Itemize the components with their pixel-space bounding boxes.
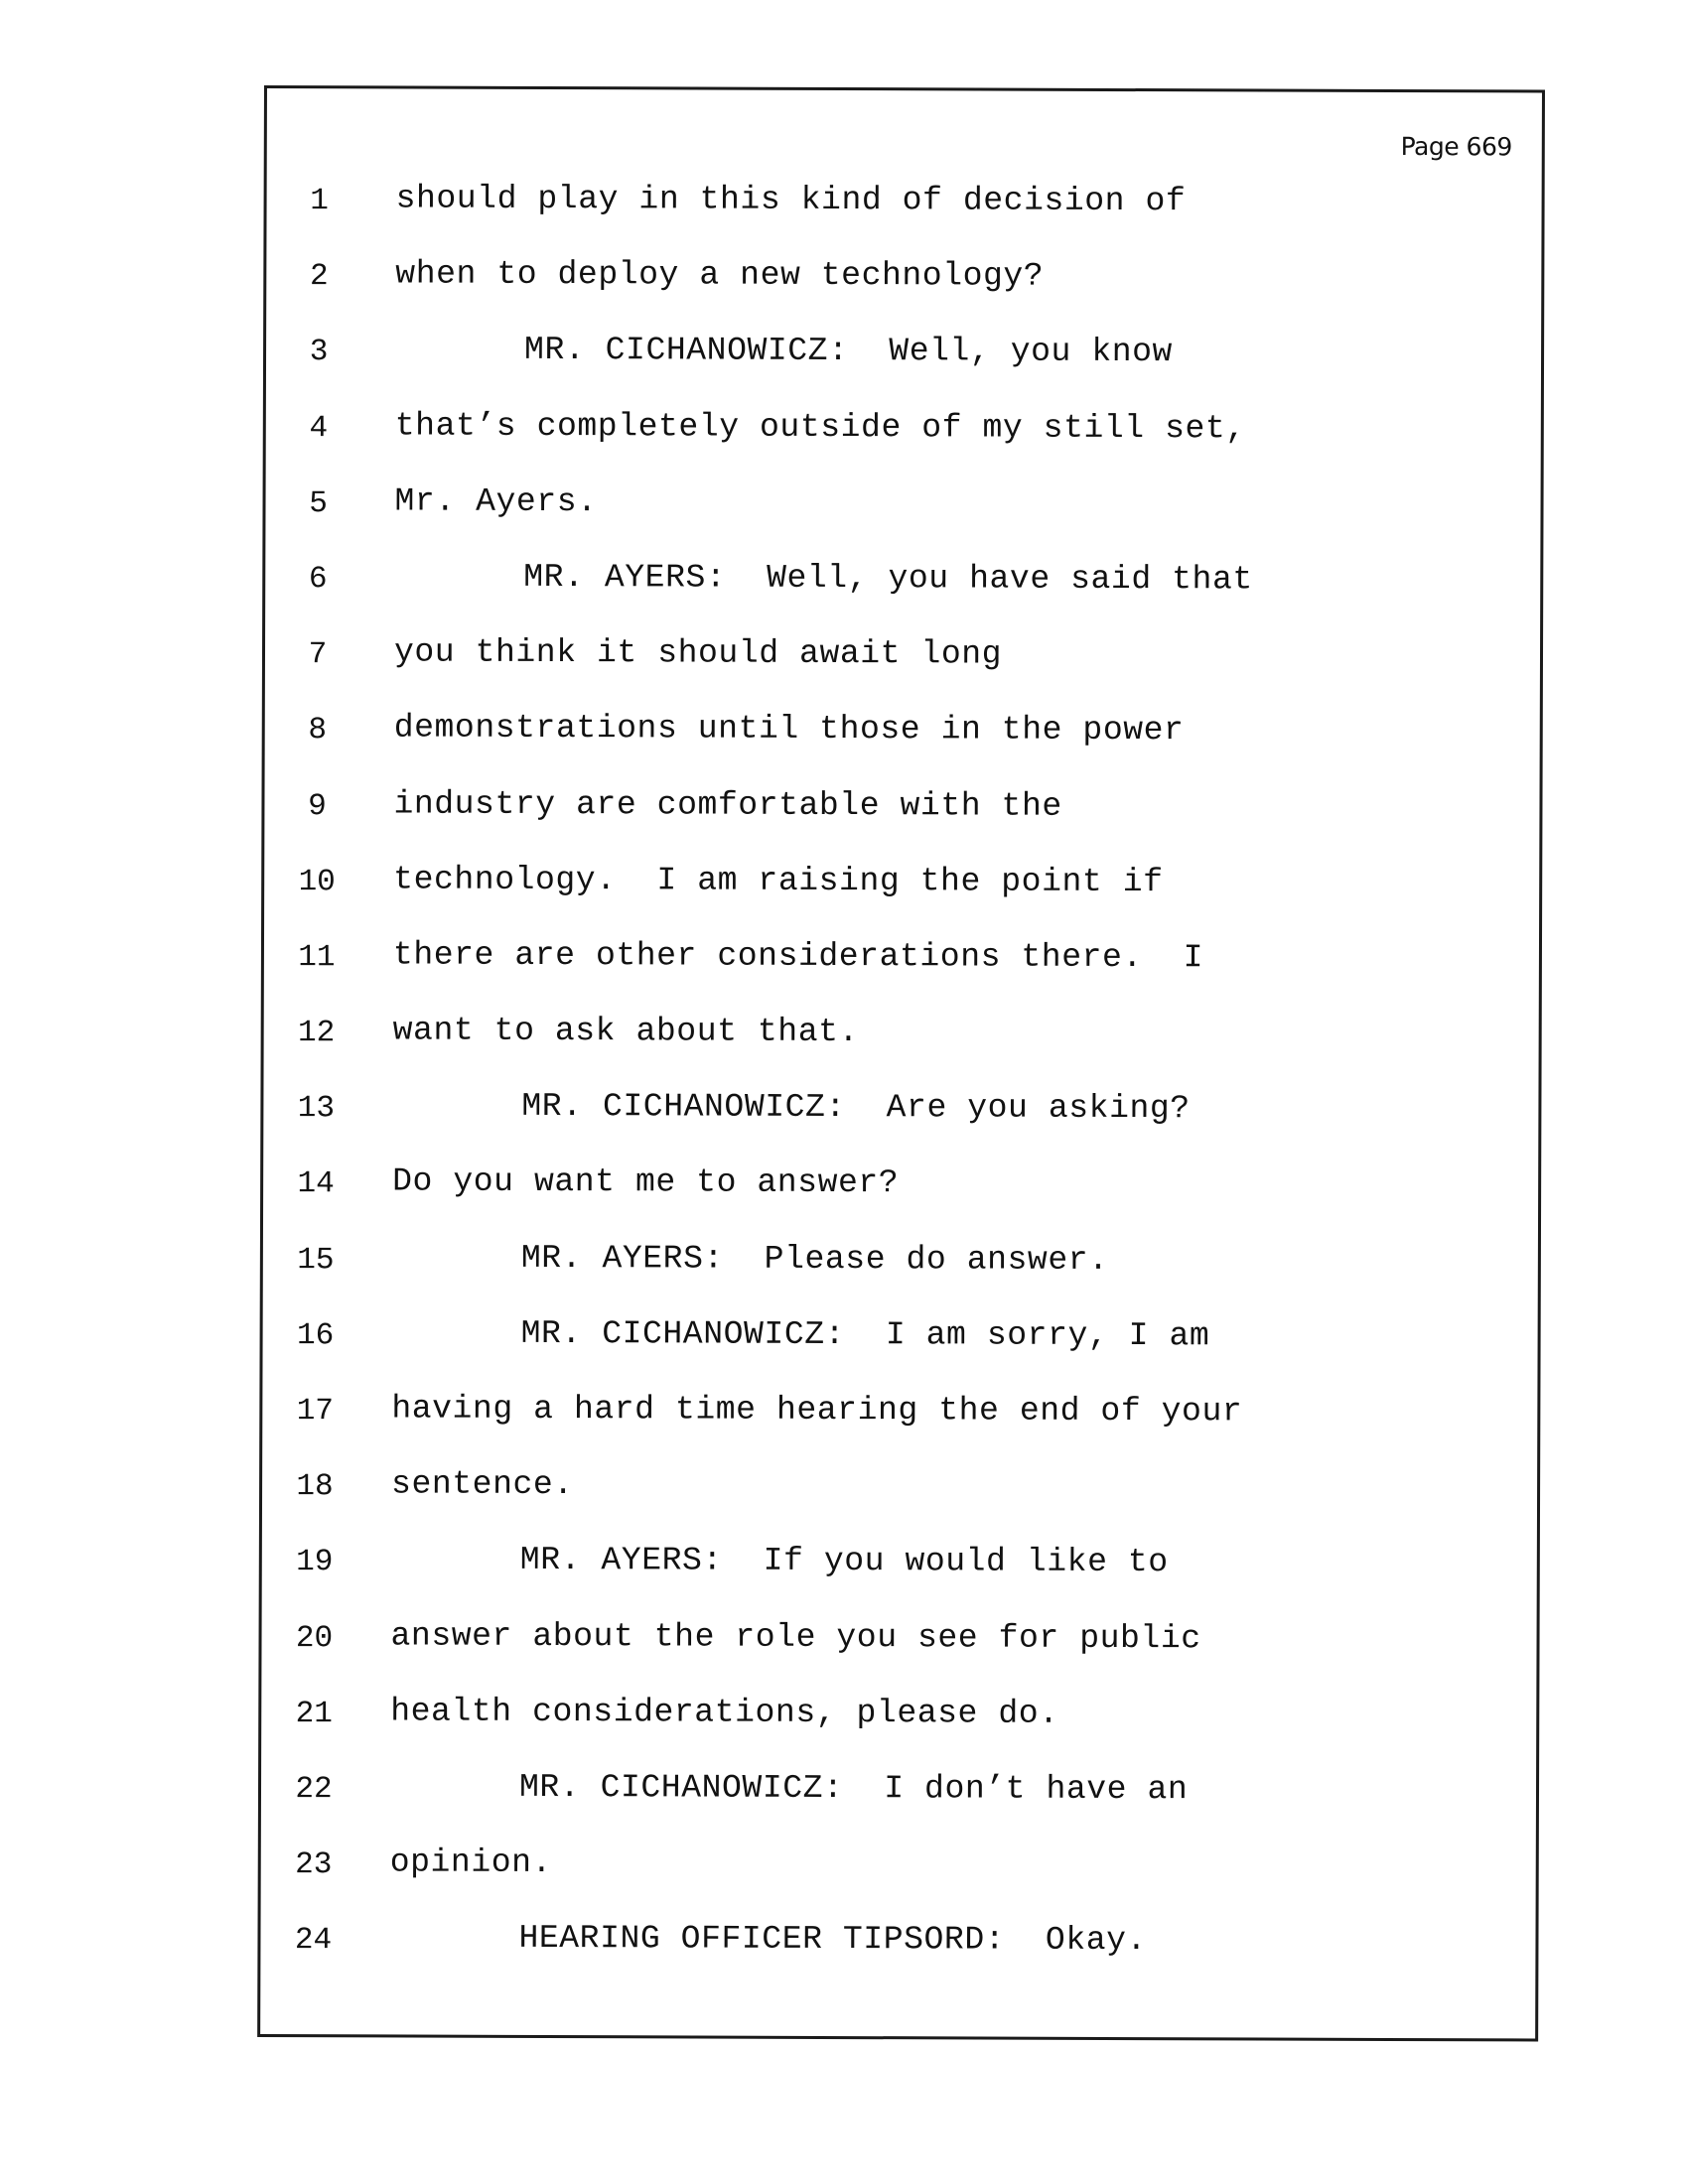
line-text: MR. CICHANOWICZ: Well, you know bbox=[524, 332, 1174, 371]
line-text: MR. AYERS: Please do answer. bbox=[520, 1239, 1109, 1279]
line-text: MR. AYERS: If you would like to bbox=[519, 1542, 1169, 1581]
transcript-line bbox=[265, 695, 1540, 775]
line-number: 23 bbox=[295, 1847, 333, 1883]
page-number: Page 669 bbox=[1400, 131, 1512, 162]
transcript-line bbox=[265, 469, 1540, 549]
line-text: HEARING OFFICER TIPSORD: Okay. bbox=[518, 1920, 1148, 1960]
transcript-line bbox=[263, 1073, 1538, 1154]
line-text: when to deploy a new technology? bbox=[395, 255, 1045, 295]
transcript-line bbox=[266, 393, 1541, 474]
line-number: 14 bbox=[297, 1166, 335, 1202]
transcript-line bbox=[264, 998, 1539, 1078]
line-number: 15 bbox=[297, 1242, 335, 1278]
line-text: answer about the role you see for public bbox=[390, 1617, 1201, 1657]
line-text: MR. CICHANOWICZ: Are you asking? bbox=[521, 1088, 1191, 1128]
transcript-line bbox=[261, 1603, 1536, 1684]
line-text: health considerations, please do. bbox=[390, 1693, 1059, 1732]
line-text: that’s completely outside of my still set, bbox=[394, 407, 1246, 448]
transcript-line bbox=[263, 1149, 1538, 1229]
line-text: Mr. Ayers. bbox=[394, 482, 598, 520]
line-text: technology. I am raising the point if bbox=[393, 861, 1164, 900]
line-number: 22 bbox=[295, 1772, 333, 1808]
line-text: you think it should await long bbox=[393, 633, 1003, 673]
line-number: 6 bbox=[308, 562, 328, 598]
line-number: 13 bbox=[297, 1091, 336, 1127]
transcript-line bbox=[260, 1905, 1535, 1985]
transcript-line bbox=[265, 544, 1540, 624]
transcript-line bbox=[262, 1300, 1537, 1381]
line-text: sentence. bbox=[391, 1465, 574, 1504]
line-text: MR. CICHANOWICZ: I don’t have an bbox=[518, 1768, 1189, 1809]
transcript-line bbox=[262, 1376, 1537, 1456]
transcript-line bbox=[264, 922, 1539, 1003]
transcript-line bbox=[263, 1225, 1538, 1305]
transcript-line bbox=[262, 1451, 1537, 1532]
line-text: having a hard time hearing the end of your bbox=[391, 1390, 1243, 1431]
line-number: 12 bbox=[297, 1016, 336, 1051]
line-number: 4 bbox=[309, 410, 329, 446]
line-text: industry are comfortable with the bbox=[393, 784, 1062, 825]
line-text: MR. CICHANOWICZ: I am sorry, I am bbox=[520, 1314, 1210, 1355]
line-number: 9 bbox=[308, 788, 327, 824]
line-number: 16 bbox=[296, 1317, 335, 1354]
line-text: opinion. bbox=[389, 1843, 553, 1882]
line-text: MR. AYERS: Well, you have said that bbox=[523, 558, 1253, 599]
line-text: want to ask about that. bbox=[392, 1012, 860, 1051]
transcript-line bbox=[262, 1527, 1537, 1607]
line-text: should play in this kind of decision of bbox=[395, 180, 1187, 220]
line-text: there are other considerations there. I bbox=[392, 936, 1204, 977]
line-number: 2 bbox=[309, 259, 329, 295]
line-number: 10 bbox=[298, 864, 336, 899]
line-number: 24 bbox=[294, 1923, 333, 1959]
line-number: 20 bbox=[295, 1620, 334, 1656]
line-text: Do you want me to answer? bbox=[392, 1162, 900, 1202]
transcript-lines bbox=[260, 166, 1541, 1985]
line-text: demonstrations until those in the power bbox=[393, 709, 1185, 750]
transcript-page bbox=[257, 85, 1545, 2041]
transcript-line bbox=[264, 771, 1539, 852]
transcript-line bbox=[266, 317, 1541, 397]
transcript-line bbox=[266, 241, 1541, 322]
line-number: 19 bbox=[296, 1545, 334, 1580]
transcript-line bbox=[264, 847, 1539, 927]
transcript-line bbox=[261, 1679, 1536, 1759]
line-number: 5 bbox=[309, 485, 328, 521]
line-number: 1 bbox=[310, 184, 329, 219]
line-number: 17 bbox=[296, 1394, 335, 1430]
line-number: 18 bbox=[296, 1469, 334, 1505]
line-number: 7 bbox=[308, 637, 328, 673]
transcript-line bbox=[266, 166, 1541, 246]
line-number: 8 bbox=[308, 713, 328, 749]
line-number: 21 bbox=[295, 1696, 333, 1732]
line-number: 11 bbox=[298, 940, 336, 976]
line-number: 3 bbox=[309, 335, 329, 370]
transcript-line bbox=[265, 619, 1540, 700]
transcript-line bbox=[261, 1754, 1536, 1835]
transcript-line bbox=[261, 1830, 1536, 1910]
